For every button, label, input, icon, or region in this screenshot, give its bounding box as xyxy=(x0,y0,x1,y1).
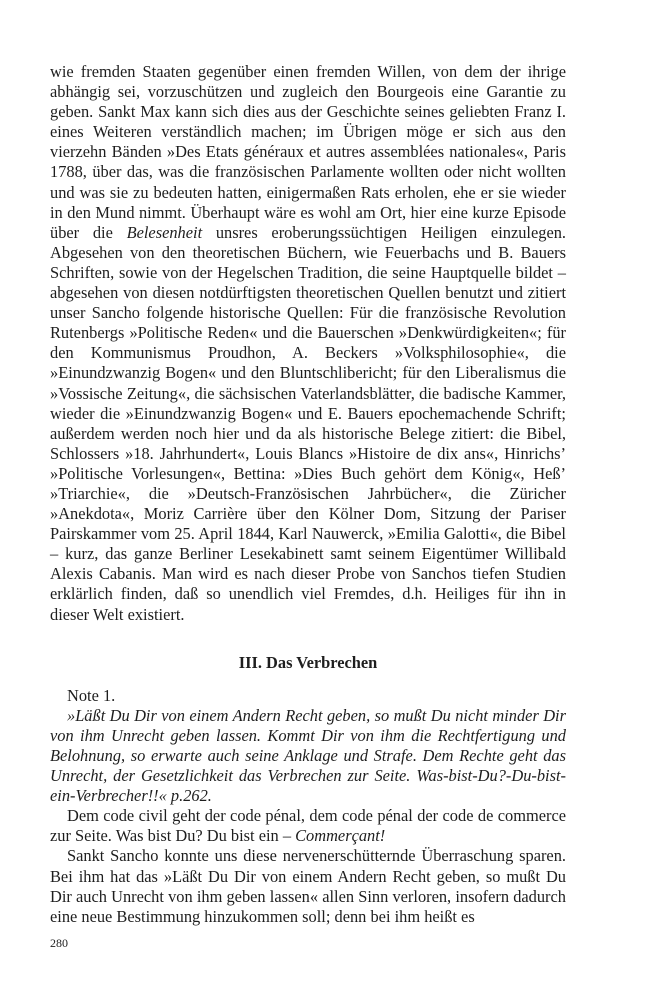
paragraph-text-continued: unsres eroberungssüchtigen Heiligen einzulegen. Abgesehen von den theoretischen Büchern, wie Feuerbachs und B. Bauers Schriften, sowie von der Hegelschen Tradition, die seine Hauptquelle bildet – abgesehen von diesen notdürftigsten theoretischen Quellen benutzt und zitiert unser Sancho folgende historische Quellen: Für die französische Revolution Rutenbergs »Politische Reden« und die Bauerschen »Denkwürdigkeiten«; für den Kommunismus Proudhon, A. Beckers »Volksphilosophie«, die »Einundzwanzig Bogen« und den Bluntschlibericht; für den Liberalismus die »Vossische Zeitung«, die sächsischen Vaterlandsblätter, die badische Kammer, wieder die »Einundzwanzig Bogen« und E. Bauers epochemachende Schrift; außerdem werden noch hier und da als historische Belege zitiert: die Bibel, Schlossers »18. Jahrhundert«, Louis Blancs »Histoire de dix ans«, Hinrichs’ »Politische Vorlesungen«, Bettina: »Dies Buch gehört dem König«, Heß’ »Triarchie«, die »Deutsch-Französischen Jahrbücher«, die Züricher »Anekdota«, Moriz Carrière über den Kölner Dom, Sitzung der Pariser Pairskammer vom 25. April 1844, Karl Nauwerck, »Emilia Galotti«, die Bibel – kurz, das ganze Berliner Lesekabinett samt seinem Eigentümer Willibald Alexis Cabanis. Man wird es nach dieser Probe von Sanchos tiefen Studien erklärlich finden, daß so unendlich viel Fremdes, d.h. Heiliges für ihn in dieser Welt existiert. xyxy=(50,222,567,624)
block-quote xyxy=(50,706,566,806)
section-heading: III. Das Verbrechen xyxy=(238,652,378,672)
emphasized-text: Belesenheit xyxy=(126,222,203,242)
paragraph-text: Dem code civil geht der code pénal, dem code pénal der code de commerce zur Seite. Was bist Du? Du bist ein – xyxy=(50,806,566,846)
body-paragraph xyxy=(50,62,566,625)
body-paragraph-code xyxy=(50,806,566,846)
page-number: 280 xyxy=(50,936,68,950)
emphasized-text: Commerçant! xyxy=(295,826,386,846)
page-body xyxy=(50,62,566,927)
note-label: Note 1. xyxy=(67,685,116,705)
body-paragraph-last: Sankt Sancho konnte uns diese nervenerschütternde Überraschung sparen. Bei ihm hat das »Läßt Du Dir von einem Andern Recht geben, so mußt Du Dir auch Unrecht von ihm geben lassen« allen Sinn verloren, insofern dadurch eine neue Bestimmung hinzukommen soll; denn bei ihm heißt es xyxy=(50,846,566,926)
quote-text: »Läßt Du Dir von einem Andern Recht geben, so mußt Du nicht minder Dir von ihm Unrecht geben lassen. Kommt Dir von ihm die Rechtfertigung und Belohnung, so erwarte auch seine Anklage und Strafe. Dem Rechte geht das Unrecht, der Gesetzlichkeit das Verbrechen zur Seite. Was-bist-Du?-Du-bist-ein-Verbrecher!!« p.262. xyxy=(50,705,566,806)
paragraph-text: wie fremden Staaten gegenüber einen fremden Willen, von dem der ihrige abhängig sei, vorzuschützen und zugleich den Bourgeois eine Garantie zu geben. Sankt Max kann sich dies aus der Geschichte seines geliebten Franz I. eines Weiteren verständlich machen; im Übrigen möge er sich aus den vierzehn Bänden »Des Etats généraux et autres assemblées nationales«, Paris 1788, über das, was die französischen Parlamente wollten oder nicht wollten und was sie zu bedeuten hatten, einigermaßen Rats erholen, ehe er sie wieder in den Mund nimmt. Überhaupt wäre es wohl am Ort, hier eine kurze Episode über die xyxy=(50,62,566,242)
